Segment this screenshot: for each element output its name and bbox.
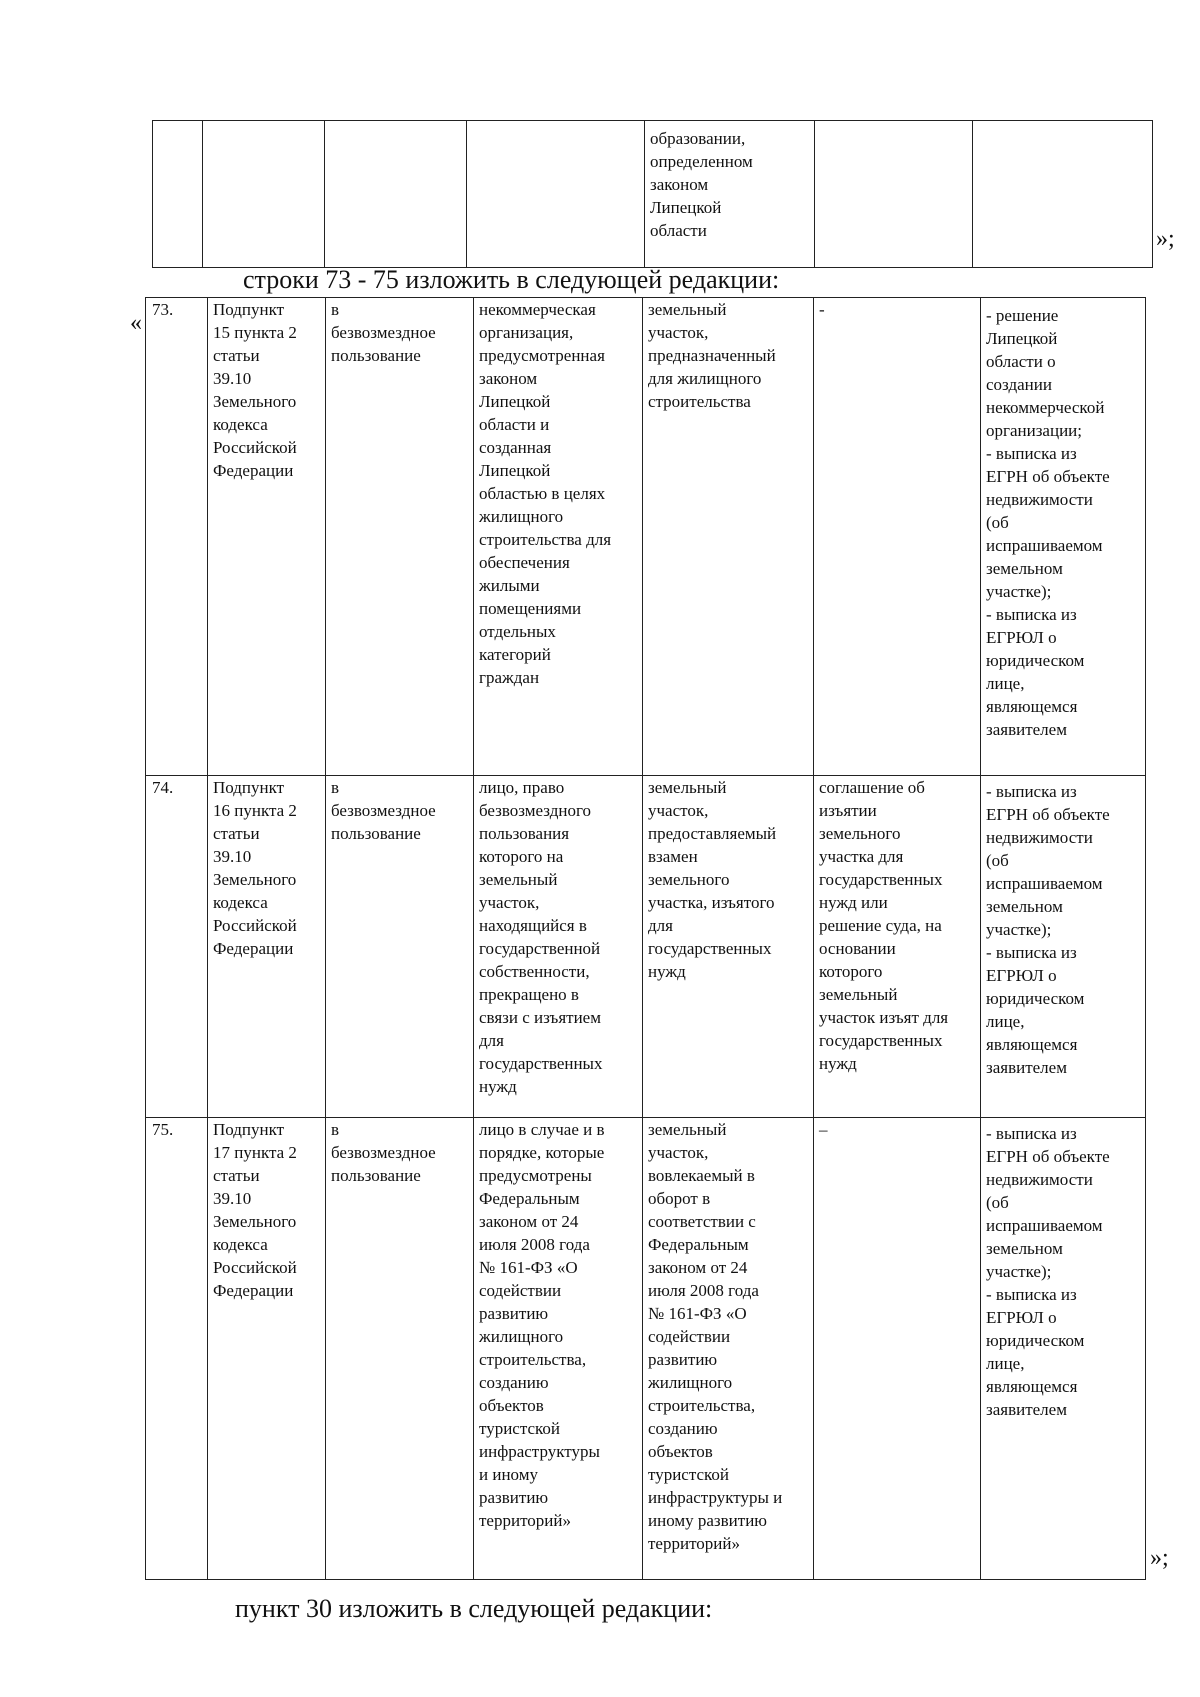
docs-agency-cell: - решение Липецкой области о создании некоммерческой организации; - выписка из ЕГРН об объекте недвижимости (об испрашиваемом земельном участке); - выписка из ЕГРЮЛ о юридическом лице, являющемся заявителем: [981, 298, 1146, 776]
docs-applicant-cell: –: [814, 1118, 981, 1580]
applicant-cell: лицо в случае и в порядке, которые предусмотрены Федеральным законом от 24 июля 2008 года № 161-ФЗ «О содействии развитию жилищного строительства, созданию объектов туристской инфраструктуры и иному развитию территорий»: [474, 1118, 643, 1580]
table-row: [146, 776, 1146, 1118]
table-row: [146, 1118, 1146, 1580]
table-cell: образовании, определенном законом Липецкой области: [645, 121, 815, 268]
docs-applicant-cell: -: [814, 298, 981, 776]
top-table-fragment: [152, 120, 1153, 268]
basis-cell: Подпункт 16 пункта 2 статьи 39.10 Земельного кодекса Российской Федерации: [208, 776, 326, 1118]
type-cell: в безвозмездное пользование: [326, 776, 474, 1118]
section-heading: строки 73 - 75 изложить в следующей редакции:: [243, 265, 780, 294]
table-cell: [973, 121, 1153, 268]
basis-cell: Подпункт 17 пункта 2 статьи 39.10 Земельного кодекса Российской Федерации: [208, 1118, 326, 1580]
land-cell: земельный участок, предоставляемый взамен земельного участка, изъятого для государственных нужд: [643, 776, 814, 1118]
row-number: 74.: [146, 776, 208, 1118]
closing-quote: »;: [1150, 1545, 1169, 1571]
row-number: 73.: [146, 298, 208, 776]
land-cell: земельный участок, предназначенный для жилищного строительства: [643, 298, 814, 776]
row-number: 75.: [146, 1118, 208, 1580]
opening-quote: «: [130, 310, 142, 336]
table-cell: [153, 121, 203, 268]
section-heading: пункт 30 изложить в следующей редакции:: [235, 1594, 713, 1623]
table-cell: [325, 121, 467, 268]
table-cell: [467, 121, 645, 268]
applicant-cell: лицо, право безвозмездного пользования которого на земельный участок, находящийся в государственной собственности, прекращено в связи с изъятием для государственных нужд: [474, 776, 643, 1118]
type-cell: в безвозмездное пользование: [326, 1118, 474, 1580]
docs-agency-cell: - выписка из ЕГРН об объекте недвижимости (об испрашиваемом земельном участке); - выписка из ЕГРЮЛ о юридическом лице, являющемся заявителем: [981, 1118, 1146, 1580]
type-cell: в безвозмездное пользование: [326, 298, 474, 776]
land-cell: земельный участок, вовлекаемый в оборот в соответствии с Федеральным законом от 24 июля 2008 года № 161-ФЗ «О содействии развитию жилищного строительства, созданию объектов туристской инфраструктуры и иному развитию территорий»: [643, 1118, 814, 1580]
basis-cell: Подпункт 15 пункта 2 статьи 39.10 Земельного кодекса Российской Федерации: [208, 298, 326, 776]
docs-applicant-cell: соглашение об изъятии земельного участка для государственных нужд или решение суда, на основании которого земельный участок изъят для государственных нужд: [814, 776, 981, 1118]
docs-agency-cell: - выписка из ЕГРН об объекте недвижимости (об испрашиваемом земельном участке); - выписка из ЕГРЮЛ о юридическом лице, являющемся заявителем: [981, 776, 1146, 1118]
closing-quote: »;: [1156, 226, 1175, 252]
table-row: [146, 298, 1146, 776]
main-table: [145, 297, 1146, 1580]
table-row: [153, 121, 1153, 268]
applicant-cell: некоммерческая организация, предусмотренная законом Липецкой области и созданная Липецкой областью в целях жилищного строительства для обеспечения жилыми помещениями отдельных категорий граждан: [474, 298, 643, 776]
table-cell: [815, 121, 973, 268]
table-cell: [203, 121, 325, 268]
